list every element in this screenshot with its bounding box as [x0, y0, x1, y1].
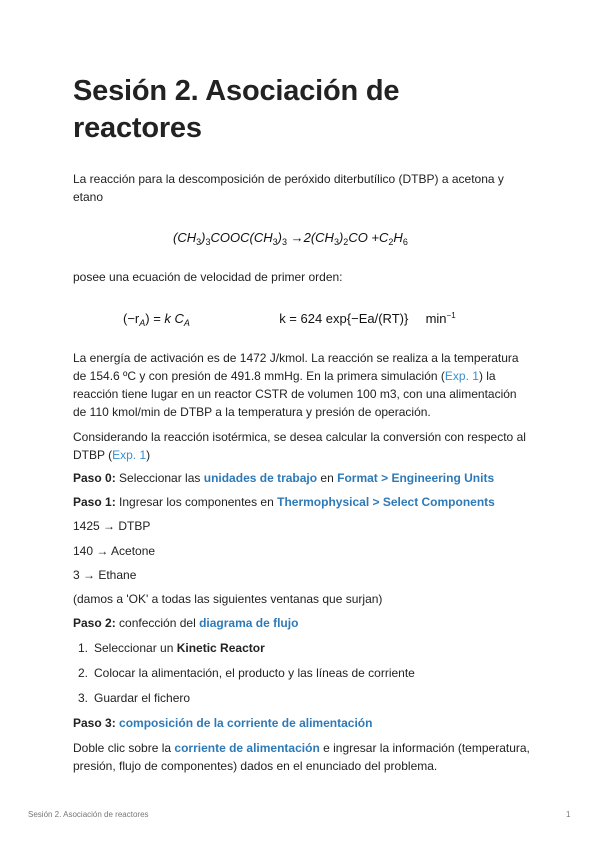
exp1-link[interactable]: Exp. 1 — [444, 369, 479, 383]
page-number: 1 — [566, 810, 571, 819]
work-units-link[interactable]: unidades de trabajo — [203, 471, 318, 485]
component-dtbp: 1425 → DTBP — [73, 519, 151, 533]
reaction-equation: $(CH_3)_3COOC(CH_3)_3 \to 2(CH_3)_2CO +C_2H_6$ — [173, 230, 408, 247]
list-item: 1. Seleccionar un Kinetic Reactor — [78, 641, 265, 655]
paso2: Paso 2: confección del diagrama de flujo — [73, 616, 299, 630]
list-item: 2. Colocar la alimentación, el producto y las líneas de corriente — [78, 666, 415, 680]
activation-paragraph: La energía de activación es de 1472 J/kmol. La reacción se realiza a la temperatura de 154.6 ºC y con presión de 491.8 mmHg. En la primera simulación (Exp. 1) la reacción tiene lugar en un reactor CSTR de volumen 100 m3, con una alimentación de 110 kmol/min de DTBP a la temperatura y presión de operación. — [73, 351, 519, 419]
feed-stream-link[interactable]: corriente de alimentación — [174, 741, 320, 755]
isothermal-paragraph: Considerando la reacción isotérmica, se desea calcular la conversión con respecto al DTBP (Exp. 1) — [73, 430, 526, 462]
intro-paragraph: La reacción para la descomposición de peróxido diterbutílico (DTBP) a acetona y etano — [73, 172, 504, 204]
footer-title: Sesión 2. Asociación de reactores — [28, 810, 149, 819]
list-item: 3. Guardar el fichero — [78, 691, 191, 705]
paso0: Paso 0: Seleccionar las unidades de trabajo en Format > Engineering Units — [73, 471, 495, 485]
doble-clic-paragraph: Doble clic sobre la corriente de alimentación e ingresar la información (temperatura, presión, flujo de componentes) dados en el enunciado del problema. — [73, 741, 530, 773]
paso3: Paso 3: composición de la corriente de alimentación — [73, 716, 373, 730]
component-ethane: 3 → Ethane — [73, 568, 137, 582]
engineering-units-link[interactable]: Format > Engineering Units — [337, 471, 495, 485]
ok-note: (damos a 'OK' a todas las siguientes ventanas que surjan) — [73, 592, 383, 606]
exp1-link-2[interactable]: Exp. 1 — [112, 448, 147, 462]
feed-composition-link[interactable]: composición de la corriente de alimentación — [119, 716, 373, 730]
rate-constant-expression: k = 624 exp{−Ea/(RT)} — [279, 311, 409, 326]
page-title: Sesión 2. Asociación de reactores — [73, 75, 400, 144]
flow-diagram-link[interactable]: diagrama de flujo — [199, 616, 299, 630]
rate-equation: $(-r_A) = k$ $C_A$ k = 624 exp{−Ea/(RT)} $\min^{-1}$ — [123, 311, 456, 328]
component-acetone: 140 → Acetone — [73, 544, 156, 558]
select-components-link[interactable]: Thermophysical > Select Components — [277, 495, 495, 509]
paso1: Paso 1: Ingresar los componentes en Thermophysical > Select Components — [73, 495, 495, 509]
rate-intro: posee una ecuación de velocidad de primer orden: — [73, 270, 343, 284]
